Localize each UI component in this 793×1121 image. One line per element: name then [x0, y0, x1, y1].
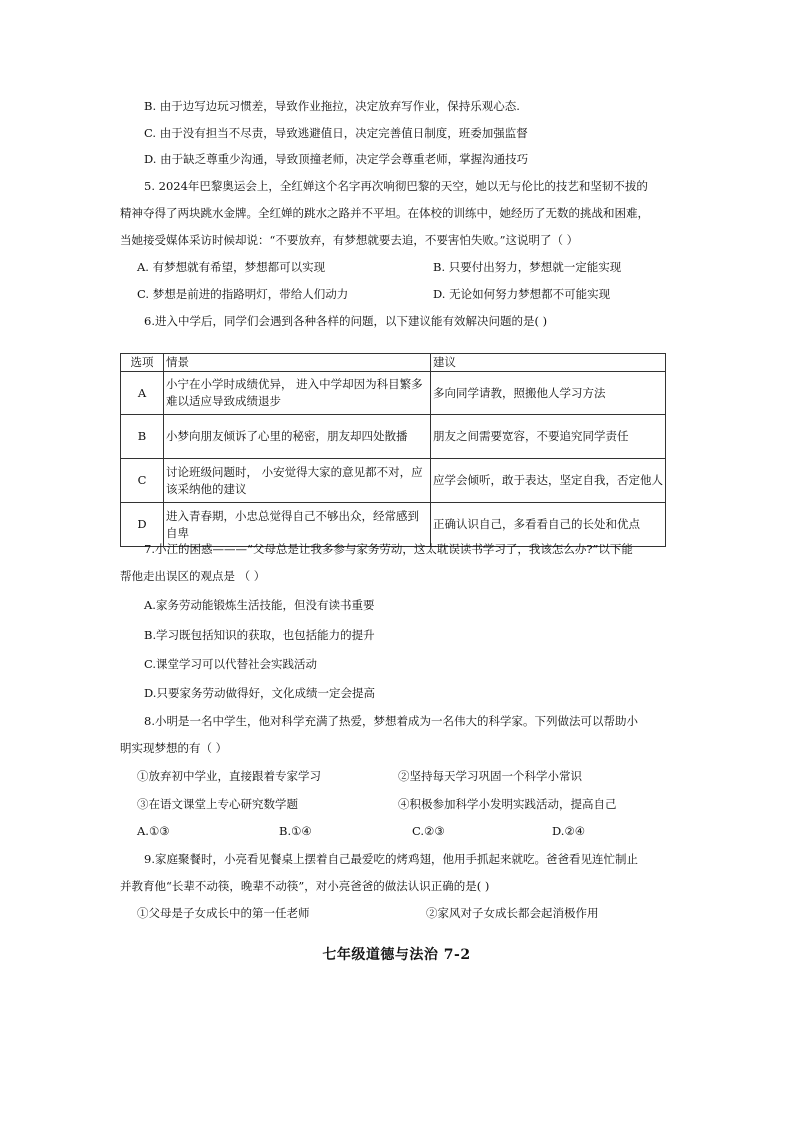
q5-stem-line2: 精神夺得了两块跳水金牌。全红婵的跳水之路并不平坦。在体校的训练中，她经历了无数的挑战和困难，: [120, 206, 649, 220]
q7-option-a: A.家务劳动能锻炼生活技能，但没有读书重要: [144, 598, 375, 612]
row-c-advice: 应学会倾听，敢于表达，坚定自我，否定他人: [431, 459, 666, 503]
q7-stem-line1: 7.小江的困惑———“父母总是让我多参与家务劳动，这太耽误读书学习了，我该怎么办?”以下能: [144, 542, 633, 556]
header-situation: 情景: [164, 354, 431, 372]
q5-option-b: B. 只要付出努力，梦想就一定能实现: [433, 260, 622, 274]
row-a-situation: 小宁在小学时成绩优异， 进入中学却因为科目繁多难以适应导致成绩退步: [164, 372, 431, 415]
row-d-situation: 进入青春期，小忠总觉得自己不够出众，经常感到自卑: [164, 503, 431, 547]
q4-option-b: B. 由于边写边玩习惯差，导致作业拖拉，决定放弃写作业，保持乐观心态.: [144, 99, 520, 113]
q8-option-b: B.①④: [279, 824, 312, 838]
table-row: [121, 503, 666, 547]
table-header-row: [121, 354, 666, 372]
q9-stem-line2: 并教育他“长辈不动筷，晚辈不动筷”，对小亮爸爸的做法认识正确的是( ): [120, 879, 490, 893]
q8-option-d: D.②④: [552, 824, 586, 838]
q8-statement-3: ③在语文课堂上专心研究数学题: [137, 797, 298, 811]
row-b-advice: 朋友之间需要宽容，不要追究同学责任: [431, 415, 666, 459]
table-row: [121, 372, 666, 415]
q7-option-d: D.只要家务劳动做得好，文化成绩一定会提高: [144, 686, 375, 700]
row-d-option: D: [121, 503, 164, 547]
q9-statement-1: ①父母是子女成长中的第一任老师: [137, 906, 310, 920]
header-option: 选项: [121, 354, 164, 372]
q4-option-d: D. 由于缺乏尊重少沟通，导致顶撞老师，决定学会尊重老师，掌握沟通技巧: [144, 152, 529, 166]
q5-stem-line1: 5. 2024年巴黎奥运会上，全红婵这个名字再次响彻巴黎的天空，她以无与伦比的技艺和坚韧不拔的: [144, 179, 648, 193]
header-advice: 建议: [431, 354, 666, 372]
table-row: [121, 459, 666, 503]
q8-statement-4: ④积极参加科学小发明实践活动，提高自己: [398, 797, 617, 811]
table-row: [121, 415, 666, 459]
q7-option-c: C.课堂学习可以代替社会实践活动: [144, 657, 318, 671]
q7-option-b: B.学习既包括知识的获取，也包括能力的提升: [144, 628, 375, 642]
row-d-advice: 正确认识自己，多看看自己的长处和优点: [431, 503, 666, 547]
q8-statement-1: ①放弃初中学业，直接跟着专家学习: [137, 769, 321, 783]
row-a-advice: 多向同学请教，照搬他人学习方法: [431, 372, 666, 415]
q7-stem-line2: 帮他走出误区的观点是 （ ）: [120, 569, 266, 583]
row-b-option: B: [121, 415, 164, 459]
row-b-situation: 小梦向朋友倾诉了心里的秘密，朋友却四处散播: [164, 415, 431, 459]
q8-option-a: A.①③: [137, 824, 170, 838]
row-a-option: A: [121, 372, 164, 415]
q5-stem-line3: 当她接受媒体采访时候却说：“不要放弃，有梦想就要去追，不要害怕失败。”这说明了（ ）: [120, 233, 579, 247]
q8-statement-2: ②坚持每天学习巩固一个科学小常识: [398, 769, 582, 783]
q5-option-a: A. 有梦想就有希望，梦想都可以实现: [137, 260, 326, 274]
row-c-situation: 讨论班级问题时， 小安觉得大家的意见都不对，应该采纳他的建议: [164, 459, 431, 503]
q6-table: [120, 353, 666, 547]
q8-stem-line1: 8.小明是一名中学生，他对科学充满了热爱，梦想着成为一名伟大的科学家。下列做法可以帮助小: [144, 714, 638, 728]
q5-option-d: D. 无论如何努力梦想都不可能实现: [433, 287, 611, 301]
q4-option-c: C. 由于没有担当不尽责，导致逃避值日，决定完善值日制度，班委加强监督: [144, 126, 528, 140]
q8-stem-line2: 明实现梦想的有（ ）: [120, 741, 228, 755]
row-c-option: C: [121, 459, 164, 503]
q9-statement-2: ②家风对子女成长都会起消极作用: [426, 906, 599, 920]
q8-option-c: C.②③: [412, 824, 445, 838]
q5-option-c: C. 梦想是前进的指路明灯，带给人们动力: [137, 287, 349, 301]
page-footer: 七年级道德与法治 7-2: [322, 947, 471, 963]
q6-stem: 6.进入中学后，同学们会遇到各种各样的问题，以下建议能有效解决问题的是( ): [144, 314, 548, 328]
q9-stem-line1: 9.家庭聚餐时，小亮看见餐桌上摆着自己最爱吃的烤鸡翅，他用手抓起来就吃。爸爸看见连忙制止: [144, 852, 638, 866]
